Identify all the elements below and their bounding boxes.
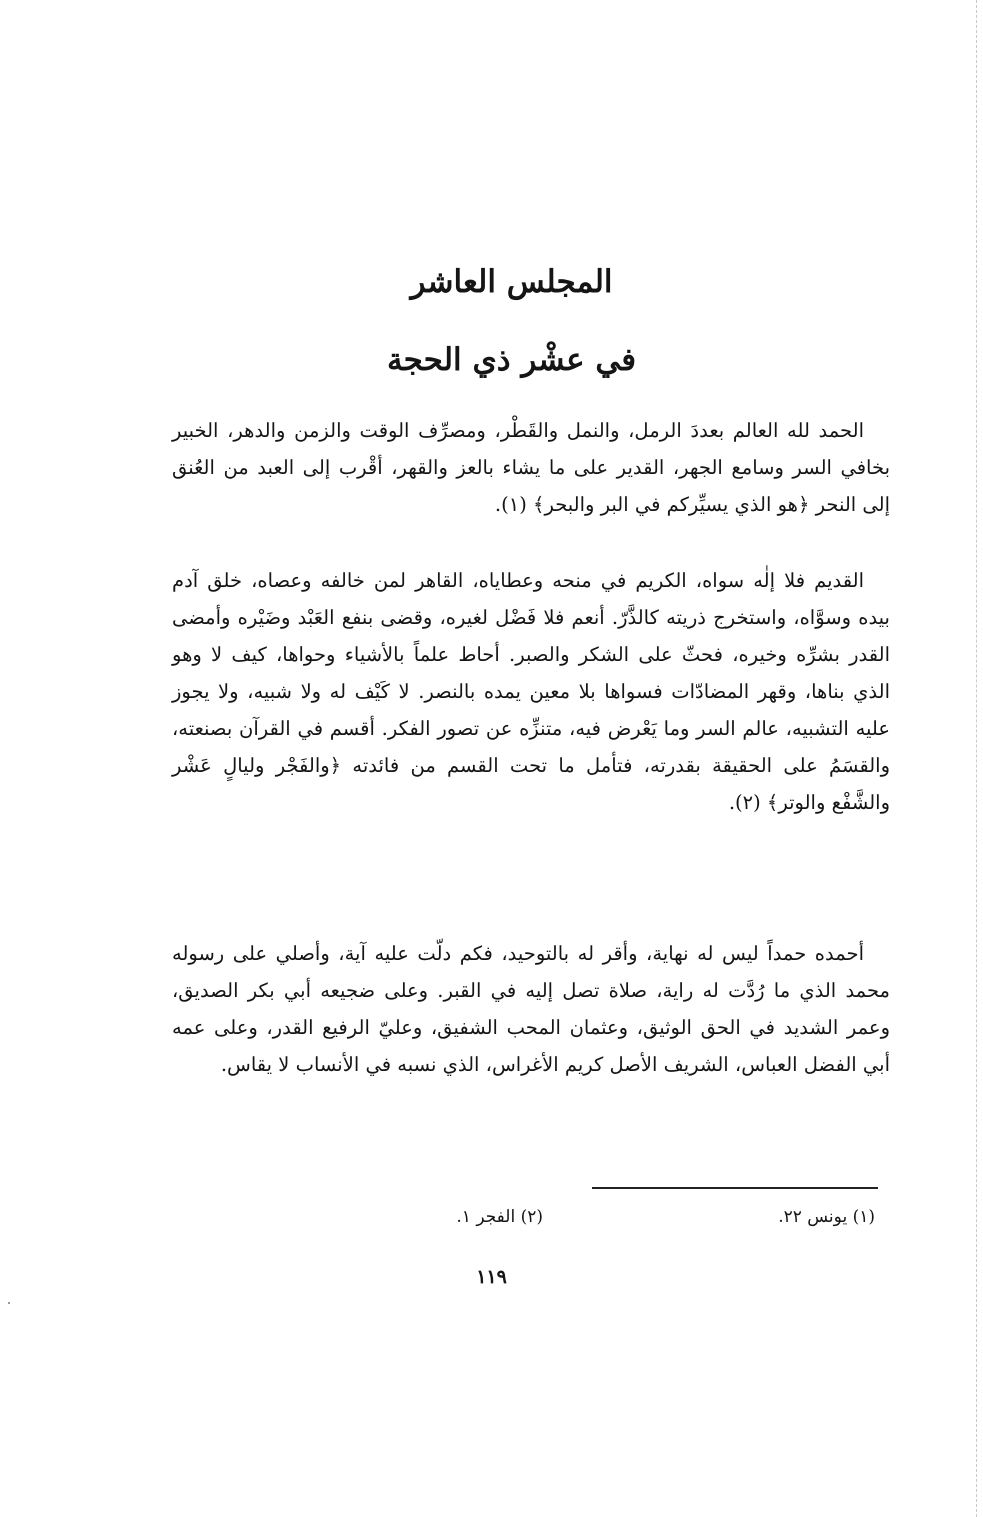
paragraph-1 [172,412,890,523]
paragraph-1-text: الحمد لله العالم بعددَ الرمل، والنمل والقَطْر، ومصرِّف الوقت والزمن والدهر، الخبير بخافي السر وسامع الجهر، القدير على ما يشاء بالعز والقهر، أقْرب إلى العبد من العُنق إلى النحر ﴿هو الذي يسيِّركم في البر والبحر﴾ (١). [172,419,890,516]
chapter-title: المجلس العاشر [410,264,613,300]
scan-speck [8,1302,10,1304]
footnote-separator [592,1187,878,1189]
page-number: ١١٩ [476,1266,507,1288]
footnote-1: (١) يونس ٢٢. [778,1207,875,1227]
page-edge-shadow [976,0,977,1517]
paragraph-2 [172,562,890,821]
paragraph-3-text: أحمده حمداً ليس له نهاية، وأقر له بالتوحيد، فكم دلّت عليه آية، وأصلي على رسوله محمد الذي ما رُدَّت له راية، صلاة تصل إليه في القبر. وعلى ضجيعه أبي بكر الصديق، وعمر الشديد في الحق الوثيق، وعثمان المحب الشفيق، وعليّ الرفيع القدر، وعلى عمه أبي الفضل العباس، الشريف الأصل كريم الأغراس، الذي نسبه في الأنساب لا يقاس. [172,942,890,1076]
footnote-2: (٢) الفجر ١. [456,1207,543,1227]
paragraph-2-text: القديم فلا إلٰه سواه، الكريم في منحه وعطاياه، القاهر لمن خالفه وعصاه، خلق آدم بيده وسوَّاه، واستخرج ذريته كالذَّرّ. أنعم فلا فَضْل لغيره، وقضى بنفع العَبْد وضَيْره وأمضى القدر بشرِّه وخيره، فحثّ على الشكر والصبر. أحاط علماً بالأشياء وحواها، كيف لا وهو الذي بناها، وقهر المضادّات فسواها بلا معين يمده بالنصر. لا كَيْف له ولا شبيه، ولا يجوز عليه التشبيه، عالم السر وما يَعْرض فيه، متنزِّه عن تصور الفكر. أقسم في القرآن بصنعته، والقسَمُ على الحقيقة بقدرته، فتأمل ما تحت القسم من فائدته ﴿والفَجْر وليالٍ عَشْر والشَّفْع والوتر﴾ (٢). [172,569,890,814]
paragraph-3 [172,935,890,1083]
chapter-subtitle: في عشْر ذي الحجة [386,342,637,378]
